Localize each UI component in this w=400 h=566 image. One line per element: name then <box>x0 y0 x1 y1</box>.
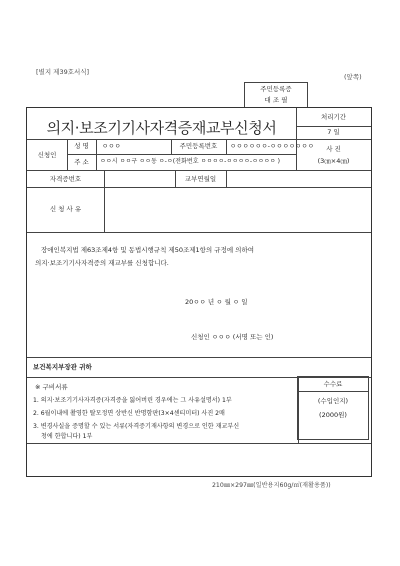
required-doc-2: 2. 6월이내에 촬영한 탈모정면 상반신 반명함판(3×4센티미터) 사진 2매 <box>33 410 225 417</box>
address-label: 주 소 <box>74 158 89 166</box>
processing-period-label: 처리기간 <box>320 113 347 121</box>
required-doc-1: 1. 의지·보조기기사자격증(자격증을 잃어버린 경우에는 그 사유설명서) 1부 <box>33 397 232 404</box>
issue-date-label: 교부연월일 <box>184 175 217 183</box>
required-doc-3b: 청에 한합니다) 1부 <box>41 433 93 440</box>
declaration-line-2: 의지·보조기기사자격증의 재교부를 신청합니다. <box>35 259 169 267</box>
resident-number-value[interactable]: ㅇㅇㅇㅇㅇㅇ-ㅇㅇㅇㅇㅇㅇㅇ <box>230 142 314 150</box>
required-docs-heading: ※ 구비서류 <box>35 383 68 391</box>
declaration-line-1: 장애인복지법 제63조제4항 및 동법시행규칙 제50조제1항의 규정에 의하여 <box>41 246 255 254</box>
name-label: 성 명 <box>74 142 89 150</box>
required-doc-3a: 3. 변경사실을 증명할 수 있는 서류(자격증기재사항의 변경으로 인한 재교부신 <box>33 423 240 430</box>
signature-line[interactable]: 신청인 ㅇㅇㅇ (서명 또는 인) <box>191 333 274 341</box>
page-side-note: (앞쪽) <box>344 73 362 81</box>
address-value[interactable]: ㅇㅇ시 ㅇㅇ구 ㅇㅇ동 ㅇ-ㅇ(전화번호 ㅇㅇㅇㅇ-ㅇㅇㅇㅇ-ㅇㅇㅇㅇ ) <box>100 158 280 165</box>
paper-spec-footer: 210㎜×297㎜(일반용지60g/㎡(재활용품)) <box>212 482 331 489</box>
fee-stamp: (수입인지) <box>317 397 349 405</box>
id-check-line1: 주민등록증 <box>260 85 292 93</box>
resident-number-label: 주민등록번호 <box>179 142 218 150</box>
cert-number-label: 자격증번호 <box>49 175 82 183</box>
id-check-box <box>244 82 308 107</box>
photo-label: 사 진 <box>326 145 341 153</box>
addressee: 보건복지부장관 귀하 <box>33 363 92 371</box>
photo-size: (3㎝×4㎝) <box>317 157 350 165</box>
form-title: 의지·보조기기사자격증재교부신청서 <box>46 119 277 137</box>
id-check-line2: 대 조 필 <box>264 96 288 104</box>
fee-box <box>297 376 369 440</box>
name-value[interactable]: ㅇㅇㅇ <box>102 142 121 150</box>
form-number: [별지 제39호서식] <box>36 68 90 76</box>
fee-amount: (2000원) <box>319 411 347 419</box>
applicant-section-label: 신청인 <box>37 151 57 159</box>
application-date[interactable]: 20ㅇㅇ 년 ㅇ 월 ㅇ 일 <box>185 298 248 306</box>
processing-period-value: 7 일 <box>327 128 340 136</box>
reason-label: 신 청 사 유 <box>49 205 82 213</box>
fee-label: 수수료 <box>323 380 343 388</box>
